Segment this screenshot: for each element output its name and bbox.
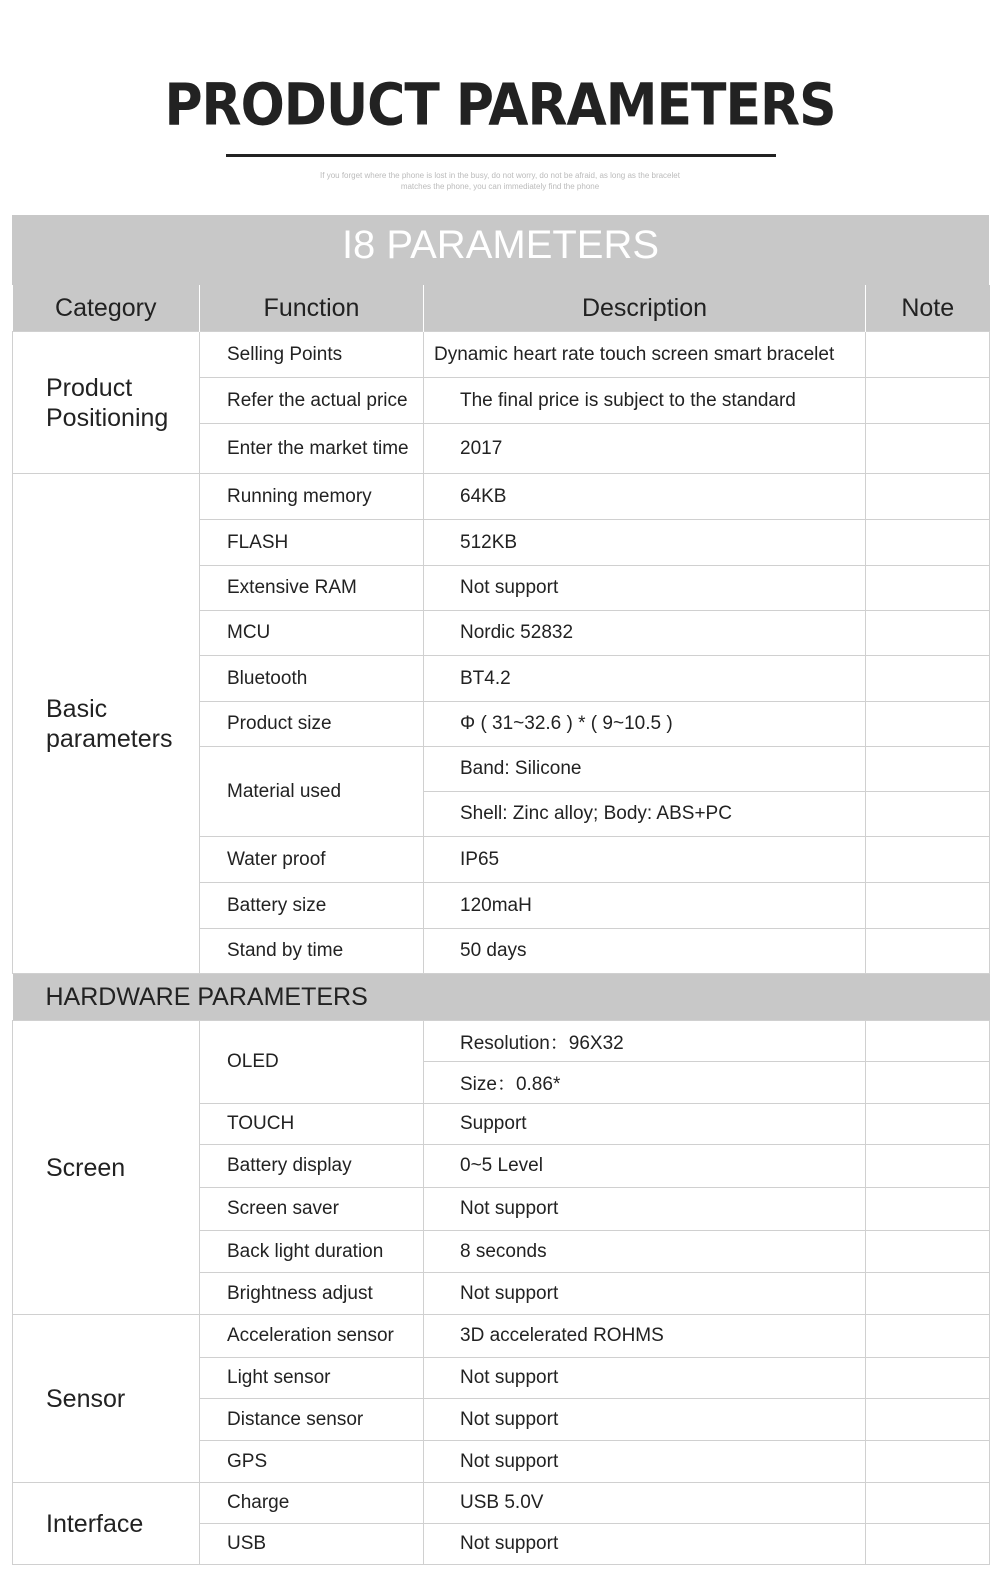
function-cell: OLED <box>200 1021 424 1104</box>
description-cell: Not support <box>424 1441 866 1483</box>
description-cell: USB 5.0V <box>424 1483 866 1524</box>
note-cell <box>866 1273 990 1315</box>
note-cell <box>866 792 990 837</box>
note-cell <box>866 1145 990 1188</box>
description-cell: The final price is subject to the standard <box>424 378 866 424</box>
description-cell: 64KB <box>424 474 866 520</box>
category-cell: Screen <box>13 1021 200 1315</box>
column-header-function: Function <box>200 285 424 332</box>
column-header-description: Description <box>424 285 866 332</box>
description-cell: Resolution：96X32 <box>424 1021 866 1062</box>
page-subtitle: If you forget where the phone is lost in the busy, do not worry, do not be afraid, as long as the bracelet matches the phone, you can immediately find the phone <box>320 171 680 191</box>
description-cell: Dynamic heart rate touch screen smart bracelet <box>424 332 866 378</box>
function-cell: Light sensor <box>200 1358 424 1399</box>
note-cell <box>866 1483 990 1524</box>
title-divider <box>226 154 776 157</box>
page-title: PRODUCT PARAMETERS <box>164 72 836 140</box>
description-cell: BT4.2 <box>424 656 866 702</box>
function-cell: Refer the actual price <box>200 378 424 424</box>
description-cell: 2017 <box>424 424 866 474</box>
note-cell <box>866 332 990 378</box>
description-cell: Not support <box>424 1524 866 1565</box>
description-cell: Shell: Zinc alloy; Body: ABS+PC <box>424 792 866 837</box>
note-cell <box>866 1524 990 1565</box>
function-cell: Screen saver <box>200 1188 424 1231</box>
note-cell <box>866 1188 990 1231</box>
note-cell <box>866 1441 990 1483</box>
note-cell <box>866 378 990 424</box>
note-cell <box>866 837 990 883</box>
parameters-table <box>12 285 990 1565</box>
description-cell: Not support <box>424 1273 866 1315</box>
note-cell <box>866 1399 990 1441</box>
description-cell: Band: Silicone <box>424 747 866 792</box>
category-cell: Sensor <box>13 1315 200 1483</box>
function-cell: Distance sensor <box>200 1399 424 1441</box>
category-cell: Interface <box>13 1483 200 1565</box>
note-cell <box>866 883 990 929</box>
function-cell: MCU <box>200 611 424 656</box>
function-cell: Product size <box>200 702 424 747</box>
function-cell: Water proof <box>200 837 424 883</box>
function-cell: GPS <box>200 1441 424 1483</box>
note-cell <box>866 747 990 792</box>
note-cell <box>866 1062 990 1104</box>
column-header-note: Note <box>866 285 990 332</box>
note-cell <box>866 474 990 520</box>
note-cell <box>866 702 990 747</box>
note-cell <box>866 1231 990 1273</box>
note-cell <box>866 566 990 611</box>
function-cell: Material used <box>200 747 424 837</box>
description-cell: 120maH <box>424 883 866 929</box>
function-cell: Battery size <box>200 883 424 929</box>
description-cell: Not support <box>424 1358 866 1399</box>
table-row <box>13 474 990 520</box>
description-cell: Size：0.86* <box>424 1062 866 1104</box>
function-cell: USB <box>200 1524 424 1565</box>
description-cell: Support <box>424 1104 866 1145</box>
note-cell <box>866 424 990 474</box>
description-cell: 3D accelerated ROHMS <box>424 1315 866 1358</box>
description-cell: 0~5 Level <box>424 1145 866 1188</box>
description-cell: 50 days <box>424 929 866 974</box>
function-cell: Brightness adjust <box>200 1273 424 1315</box>
note-cell <box>866 656 990 702</box>
description-cell: Not support <box>424 566 866 611</box>
description-cell: Nordic 52832 <box>424 611 866 656</box>
category-cell: Product Positioning <box>13 332 200 474</box>
function-cell: FLASH <box>200 520 424 566</box>
description-cell: IP65 <box>424 837 866 883</box>
description-cell: 8 seconds <box>424 1231 866 1273</box>
category-cell: Basic parameters <box>13 474 200 974</box>
table-row <box>13 332 990 378</box>
description-cell: Not support <box>424 1399 866 1441</box>
table-row <box>13 1315 990 1358</box>
parameters-table-container <box>12 215 989 1565</box>
section-title: HARDWARE PARAMETERS <box>13 974 990 1021</box>
note-cell <box>866 1021 990 1062</box>
function-cell: Stand by time <box>200 929 424 974</box>
table-banner: I8 PARAMETERS <box>12 215 989 285</box>
function-cell: Running memory <box>200 474 424 520</box>
table-row <box>13 1483 990 1524</box>
note-cell <box>866 520 990 566</box>
function-cell: Selling Points <box>200 332 424 378</box>
section-header-row <box>13 974 990 1021</box>
table-header-row <box>13 285 990 332</box>
note-cell <box>866 1104 990 1145</box>
column-header-category: Category <box>13 285 200 332</box>
function-cell: Bluetooth <box>200 656 424 702</box>
description-cell: 512KB <box>424 520 866 566</box>
function-cell: TOUCH <box>200 1104 424 1145</box>
function-cell: Extensive RAM <box>200 566 424 611</box>
note-cell <box>866 1358 990 1399</box>
description-cell: Not support <box>424 1188 866 1231</box>
note-cell <box>866 611 990 656</box>
function-cell: Back light duration <box>200 1231 424 1273</box>
table-row <box>13 1021 990 1062</box>
note-cell <box>866 929 990 974</box>
note-cell <box>866 1315 990 1358</box>
function-cell: Charge <box>200 1483 424 1524</box>
function-cell: Battery display <box>200 1145 424 1188</box>
function-cell: Enter the market time <box>200 424 424 474</box>
description-cell: Φ ( 31~32.6 ) * ( 9~10.5 ) <box>424 702 866 747</box>
function-cell: Acceleration sensor <box>200 1315 424 1358</box>
